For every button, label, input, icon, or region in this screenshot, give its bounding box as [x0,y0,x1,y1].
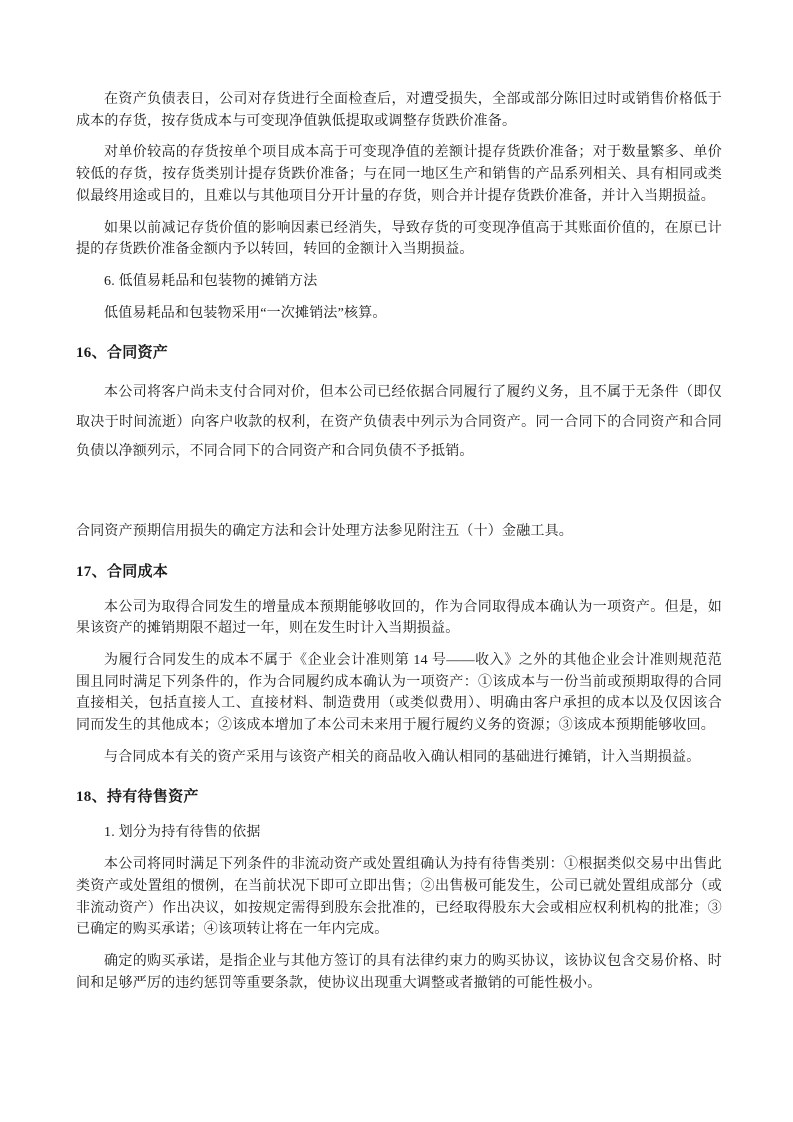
para-inventory-provision-reversal: 如果以前减记存货价值的影响因素已经消失，导致存货的可变现净值高于其账面价值的，在原已计提的存货跌价准备金额内予以转回，转回的金额计入当期损益。 [76,220,722,258]
sub-item-1-classification-basis-title: 1. 划分为持有待售的依据 [104,825,261,841]
para-contract-assets-definition: 本公司将客户尚未支付合同对价，但本公司已经依据合同履行了履约义务，且不属于无条件（即仅取决于时间流逝）向客户收款的权利，在资产负债表中列示为合同资产。同一合同下的合同资产和合同负债以净额列示，不同合同下的合同资产和合同负债不予抵销。 [76,385,722,460]
para-contract-acquisition-costs: 本公司为取得合同发生的增量成本预期能够收回的，作为合同取得成本确认为一项资产。但是，如果该资产的摊销期限不超过一年，则在发生时计入当期损益。 [76,599,722,637]
para-held-for-sale-conditions: 本公司将同时满足下列条件的非流动资产或处置组确认为持有待售类别：①根据类似交易中出售此类资产或处置组的惯例，在当前状况下即可立即出售；②出售极可能发生，公司已就处置组成部分（或非流动资产）作出决议，如按规定需得到股东会批准的，已经取得股东大会或相应权利机构的批准；③已确定的购买承诺；④该项转让将在一年内完成。 [76,857,722,938]
heading-17-contract-costs: 17、合同成本 [76,563,169,580]
para-firm-purchase-commitment: 确定的购买承诺，是指企业与其他方签订的具有法律约束力的购买协议，该协议包含交易价格、时间和足够严厉的违约惩罚等重要条款，使协议出现重大调整或者撤销的可能性极小。 [76,953,722,991]
heading-18-held-for-sale-assets: 18、持有待售资产 [76,789,199,806]
sub-item-6-amortization-method-title: 6. 低值易耗品和包装物的摊销方法 [104,273,318,289]
para-contract-cost-amortization: 与合同成本有关的资产采用与该资产相关的商品收入确认相同的基础进行摊销，计入当期损益。 [104,749,701,765]
para-inventory-provision-methods: 对单价较高的存货按单个项目成本高于可变现净值的差额计提存货跌价准备；对于数量繁多、单价较低的存货，按存货类别计提存货跌价准备；与在同一地区生产和销售的产品系列相关、具有相同或类似最终用途或目的，且难以与其他项目分开计量的存货，则合并计提存货跌价准备，并计入当期损益。 [76,145,722,204]
para-low-value-consumables-amortization: 低值易耗品和包装物采用“一次摊销法”核算。 [104,305,387,321]
para-inventory-full-check: 在资产负债表日，公司对存货进行全面检查后，对遭受损失，全部或部分陈旧过时或销售价格低于成本的存货，按存货成本与可变现净值孰低提取或调整存货跌价准备。 [76,92,722,129]
heading-16-contract-assets: 16、合同资产 [76,345,169,362]
para-contract-assets-ecl-reference: 合同资产预期信用损失的确定方法和会计处理方法参见附注五（十）金融工具。 [76,523,573,539]
para-contract-fulfillment-costs: 为履行合同发生的成本不属于《企业会计准则第 14 号——收入》之外的其他企业会计准则规范范围且同时满足下列条件的，作为合同履约成本确认为一项资产：①该成本与一份当前或预期取得的合同直接相关，包括直接人工、直接材料、制造费用（或类似费用）、明确由客户承担的成本以及仅因该合同而发生的其他成本；②该成本增加了本公司未来用于履行履约义务的资源；③该成本预期能够收回。 [76,652,722,734]
